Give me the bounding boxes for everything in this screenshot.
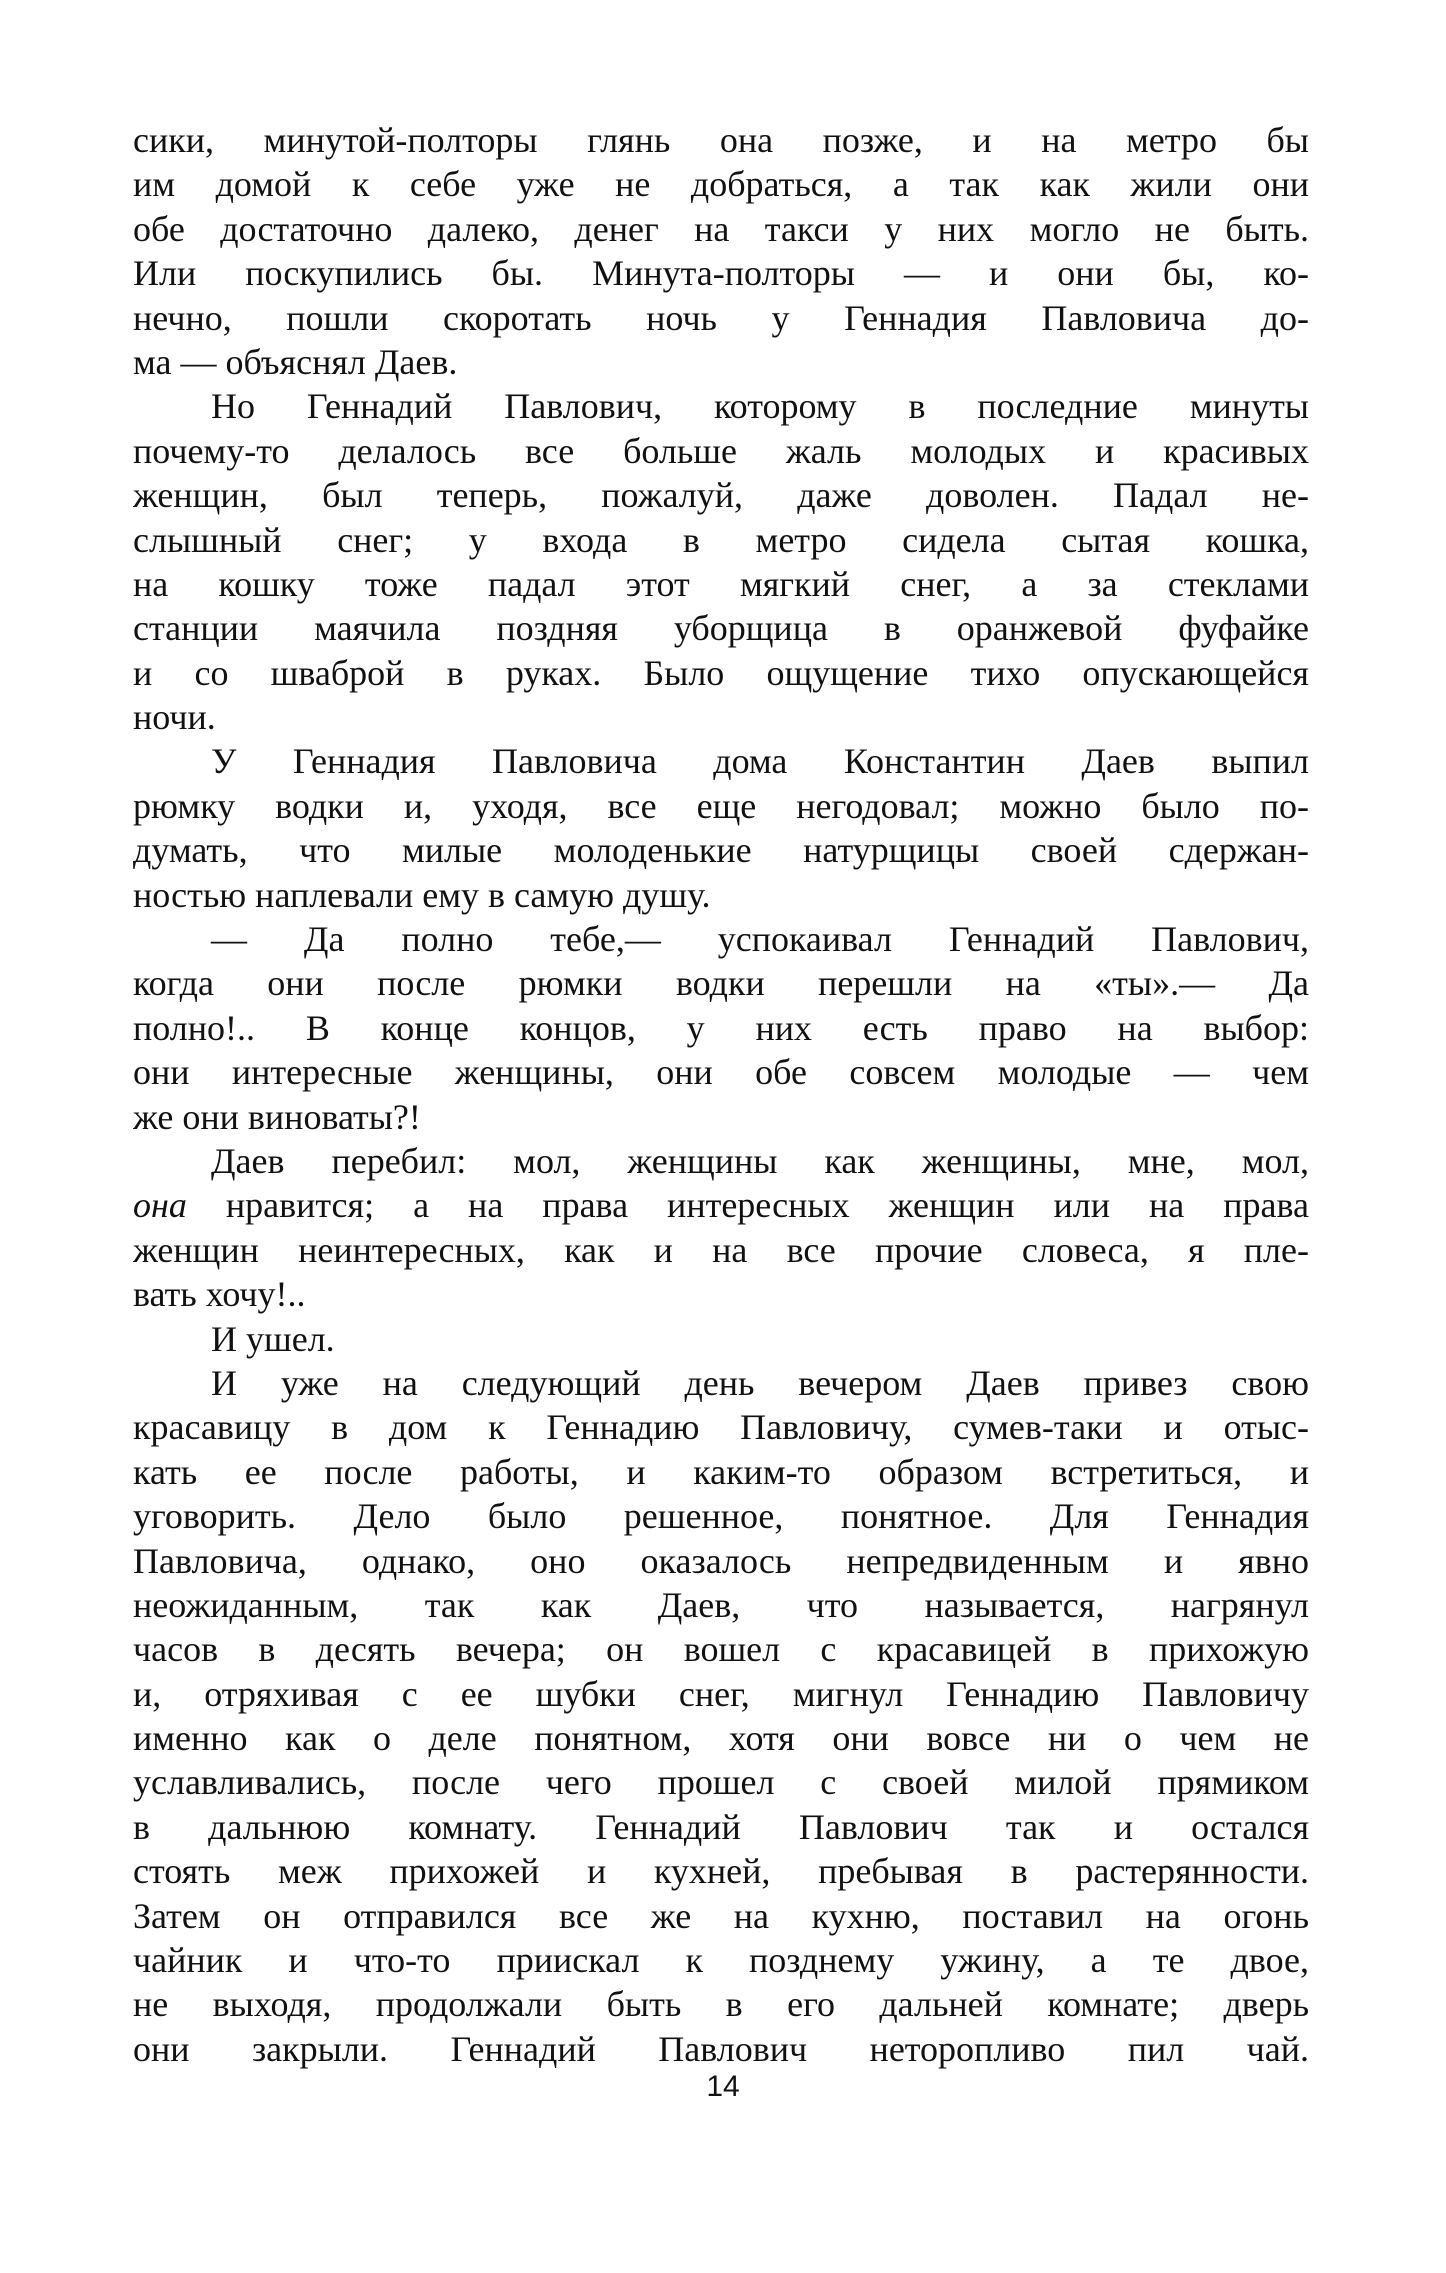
text-line: нечно, пошли скоротать ночь у Геннадия Павловича до- (133, 297, 1309, 338)
paragraph (133, 118, 1309, 384)
text-line: ночи. (133, 697, 216, 738)
text-line: красавицу в дом к Геннадию Павловичу, сумев-таки и отыс- (133, 1407, 1309, 1448)
text-line: станции маячила поздняя уборщица в оранжевой фуфайке (133, 608, 1309, 649)
text-run: вать хочу!.. (133, 1274, 306, 1315)
text-line: Но Геннадий Павлович, которому в последние минуты (211, 386, 1309, 427)
text-line: уславливались, после чего прошел с своей милой прямиком (133, 1762, 1309, 1803)
page-number: 14 (706, 2070, 740, 2103)
text-line: ма — объяснял Даев. (133, 341, 458, 382)
text-line: уговорить. Дело было решенное, понятное. Для Геннадия (133, 1496, 1309, 1537)
text-line: неожиданным, так как Даев, что называется, нагрянул (133, 1584, 1309, 1625)
text-line: чайник и что-то приискал к позднему ужину, а те двое, (133, 1940, 1309, 1981)
text-line: же они виноваты?! (133, 1096, 421, 1137)
text-line: не выходя, продолжали быть в его дальней комнате; дверь (133, 1984, 1309, 2025)
text-line: И уже на следующий день вечером Даев привез свою (211, 1362, 1309, 1403)
text-line: У Геннадия Павловича дома Константин Даев выпил (211, 741, 1309, 782)
text-line: обе достаточно далеко, денег на такси у них могло не быть. (133, 208, 1309, 249)
paragraph (133, 1361, 1309, 2071)
paragraph (133, 384, 1309, 739)
text-line: именно как о деле понятном, хотя они вовсе ни о чем не (133, 1718, 1309, 1759)
paragraph (133, 917, 1309, 1139)
text-line (133, 1228, 1309, 1272)
text-line (133, 1183, 1309, 1227)
text-line: они закрыли. Геннадий Павлович неторопливо пил чай. (133, 2028, 1309, 2069)
paragraph (133, 1139, 1309, 1317)
text-line: — Да полно тебе,— успокаивал Геннадий Павлович, (211, 919, 1309, 960)
text-line: кать ее после работы, и каким-то образом встретиться, и (133, 1451, 1309, 1492)
text-line: на кошку тоже падал этот мягкий снег, а за стеклами (133, 563, 1309, 604)
text-run: женщин неинтересных, как и на все прочие словеса, я пле- (133, 1229, 1309, 1270)
text-line: рюмку водки и, уходя, все еще негодовал; можно было по- (133, 785, 1309, 826)
text-line: сики, минутой-полторы глянь она позже, и на метро бы (133, 120, 1309, 160)
page-body (133, 118, 1309, 2071)
text-line: полно!.. В конце концов, у них есть право на выбор: (133, 1007, 1309, 1048)
text-line (133, 1139, 1309, 1183)
text-line: ностью наплевали ему в самую душу. (133, 874, 711, 915)
text-line: стоять меж прихожей и кухней, пребывая в растерянности. (133, 1851, 1309, 1892)
text-line: И ушел. (211, 1318, 335, 1359)
text-line: Павловича, однако, оно оказалось непредвиденным и явно (133, 1540, 1309, 1581)
text-line: женщин, был теперь, пожалуй, даже доволен. Падал не- (133, 475, 1309, 516)
text-line: Или поскупились бы. Минута-полторы — и они бы, ко- (133, 253, 1309, 294)
text-line (133, 1272, 1309, 1316)
text-line: часов в десять вечера; он вошел с красавицей в прихожую (133, 1629, 1309, 1670)
text-line: они интересные женщины, они обе совсем молодые — чем (133, 1052, 1309, 1093)
text-line: когда они после рюмки водки перешли на «ты».— Да (133, 963, 1309, 1004)
text-line: им домой к себе уже не добраться, а так как жили они (133, 164, 1309, 205)
text-run: Даев перебил: мол, женщины как женщины, мне, мол, (211, 1140, 1309, 1181)
text-line: в дальнюю комнату. Геннадий Павлович так и остался (133, 1806, 1309, 1847)
text-run: нравится; а на права интересных женщин или на права (186, 1185, 1309, 1226)
text-line: почему-то делалось все больше жаль молодых и красивых (133, 430, 1309, 471)
text-line: думать, что милые молоденькие натурщицы своей сдержан- (133, 830, 1309, 871)
text-line: Затем он отправился все же на кухню, поставил на огонь (133, 1895, 1309, 1936)
text-line: слышный снег; у входа в метро сидела сытая кошка, (133, 519, 1309, 560)
text-line: и со шваброй в руках. Было ощущение тихо опускающейся (133, 652, 1309, 693)
italic-word: она (133, 1185, 187, 1226)
paragraph (133, 739, 1309, 917)
text-line: и, отряхивая с ее шубки снег, мигнул Геннадию Павловичу (133, 1673, 1309, 1714)
paragraph (133, 1317, 1309, 1361)
